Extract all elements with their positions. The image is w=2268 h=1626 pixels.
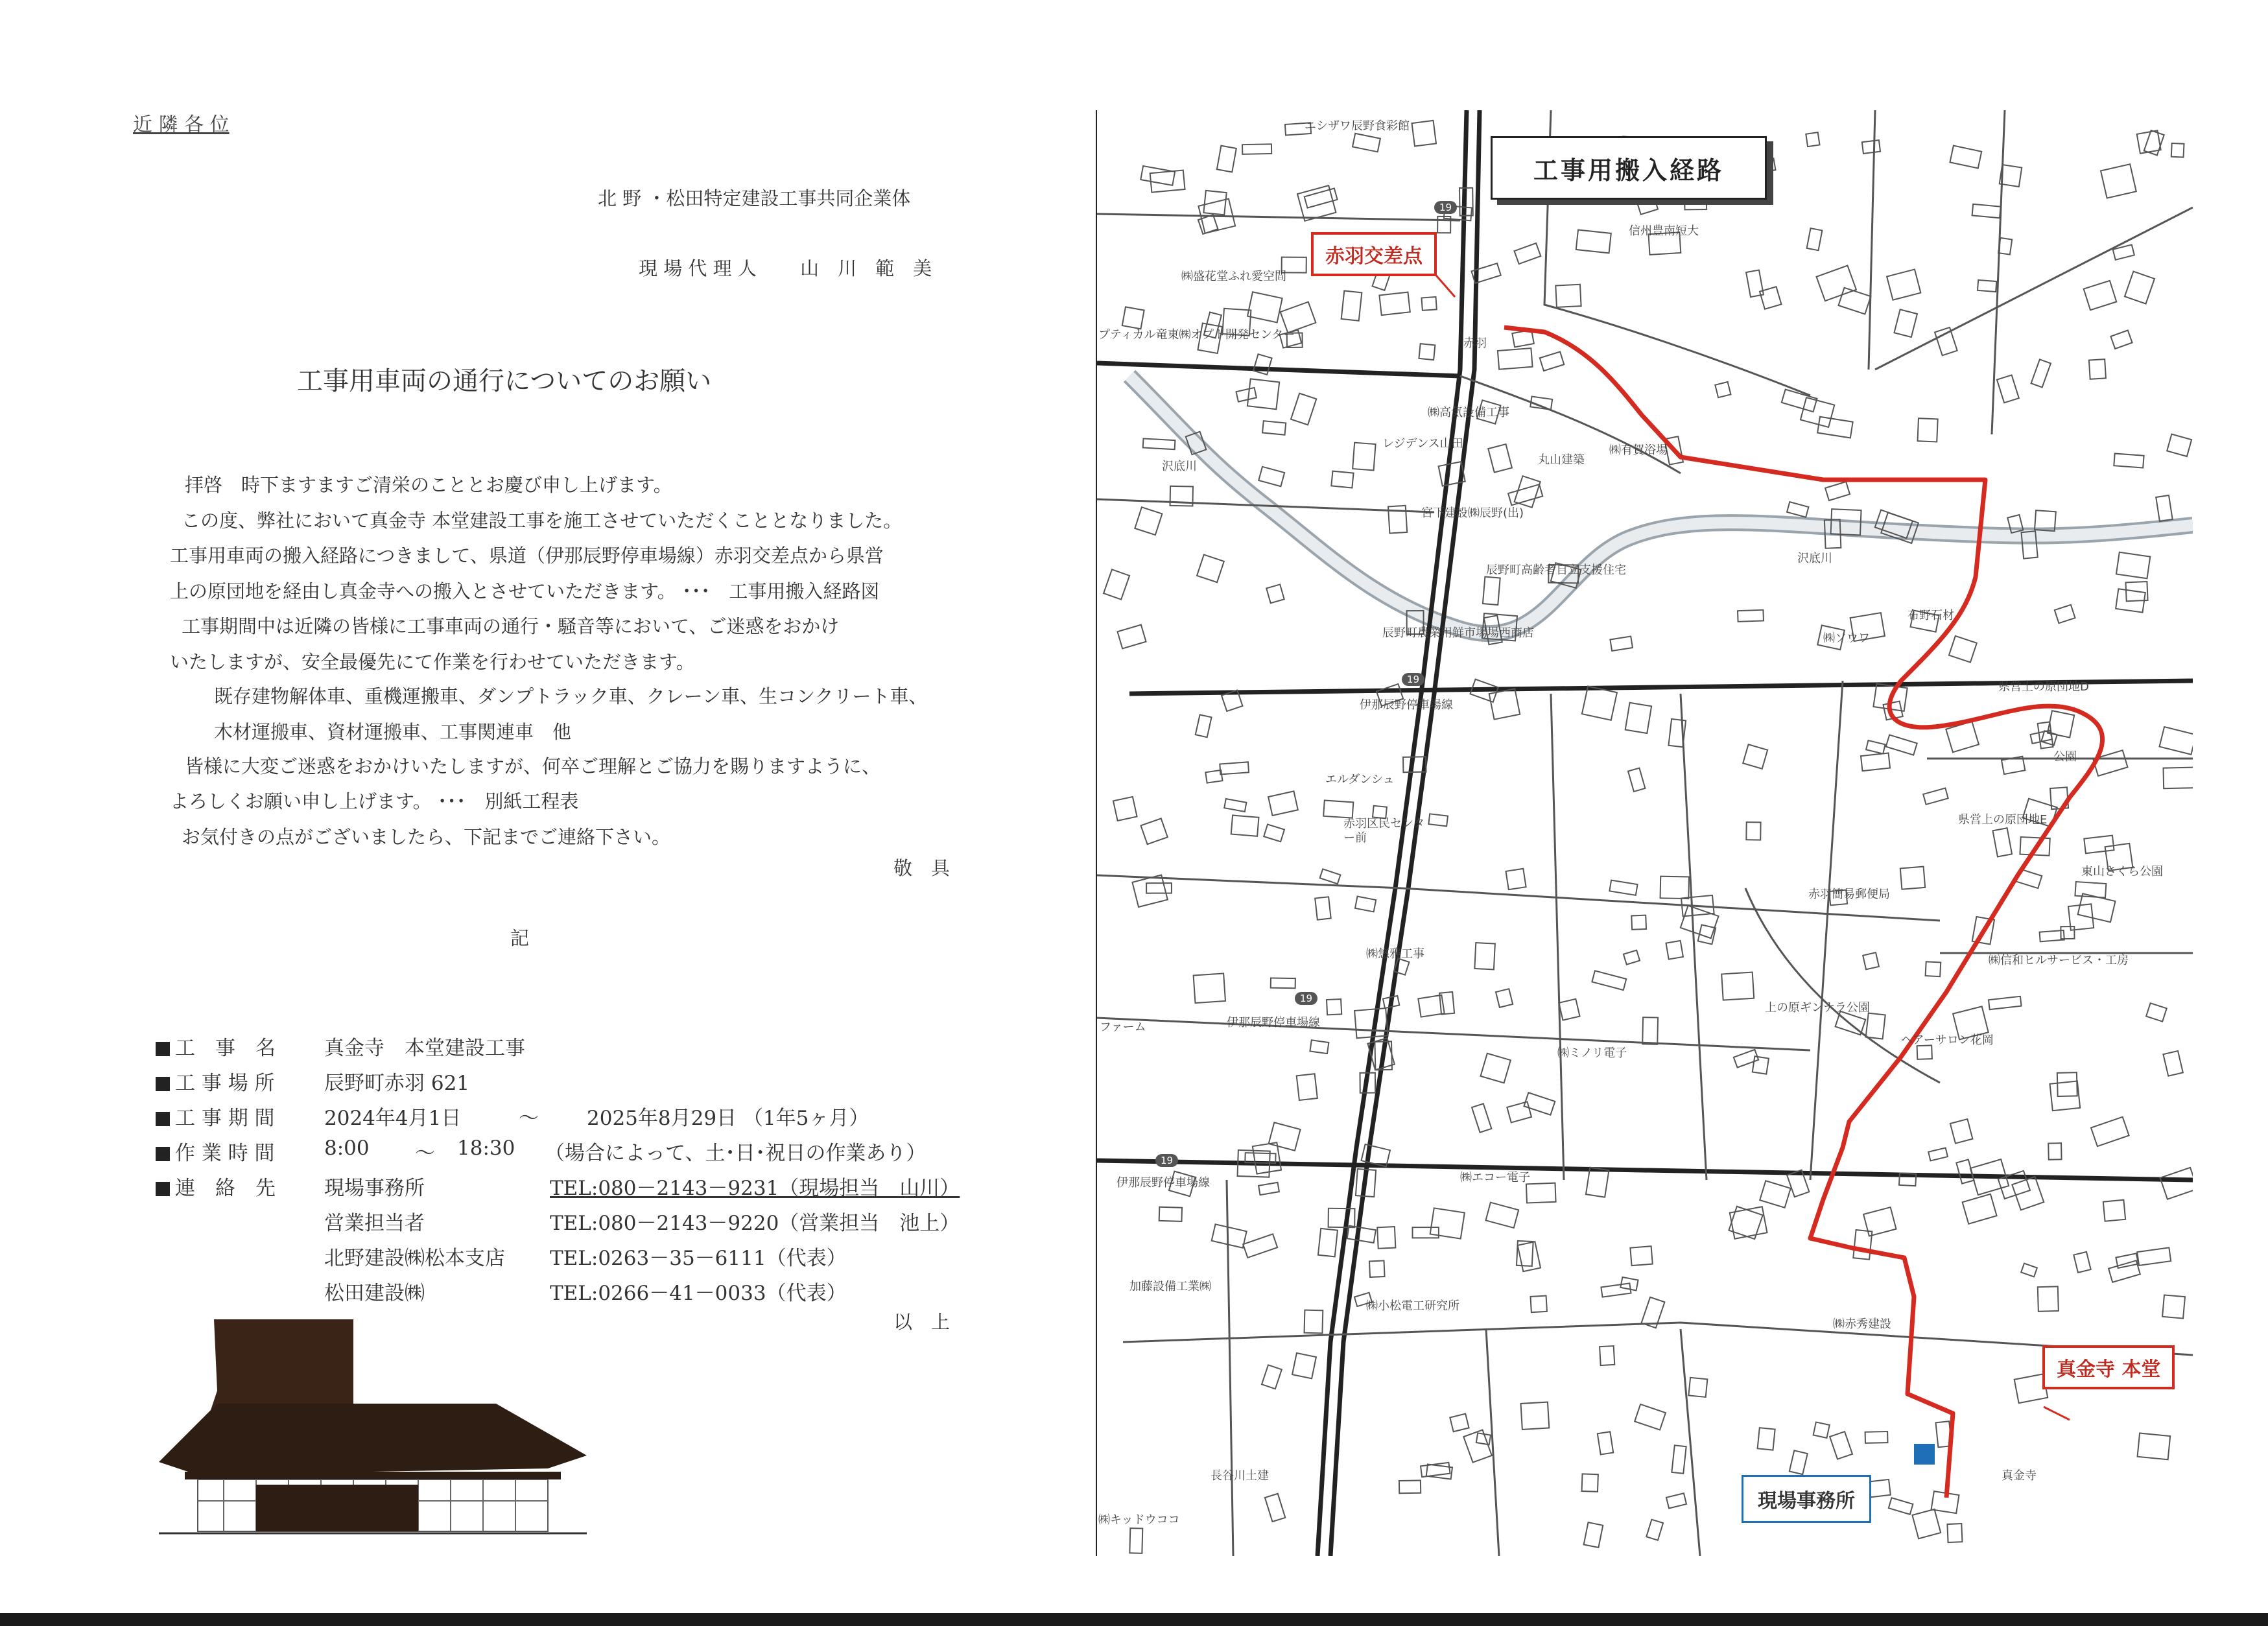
map-label: ㈱信和ヒルサービス・工房 xyxy=(1989,954,2129,967)
route-shield: 19 xyxy=(1295,992,1317,1005)
map-label: ㈱赤秀建設 xyxy=(1833,1317,1891,1331)
map-label: ニシザワ辰野食彩館 xyxy=(1305,119,1410,133)
body-line: 工事期間中は近隣の皆様に工事車両の通行・騒音等において、ご迷惑をおかけ xyxy=(182,615,840,637)
temple-illustration xyxy=(159,1313,587,1546)
map-label: 東山さくら公園 xyxy=(2081,865,2163,878)
contact-label: 連 絡 先 xyxy=(156,1172,276,1201)
map-title: 工事用搬入経路 xyxy=(1491,136,1767,200)
addressee: 近 隣 各 位 xyxy=(133,113,230,136)
project-period-label: 工 事 期 間 xyxy=(156,1102,275,1131)
map-label: ㈱キッドウココ xyxy=(1098,1513,1180,1527)
map-label: 辰野町農業用鮮市場場西商店 xyxy=(1382,626,1534,640)
closing: 敬 具 xyxy=(893,857,951,879)
bullet-square-icon xyxy=(156,1042,170,1056)
map-label: ㈱有賀浴場 xyxy=(1609,443,1668,457)
site-office-marker xyxy=(1914,1444,1935,1465)
contact-tel[interactable]: TEL:0266－41－0033（代表） xyxy=(550,1282,847,1305)
contact-name: 営業担当者 xyxy=(324,1212,425,1235)
callout-site-office: 現場事務所 xyxy=(1742,1475,1871,1523)
project-site-value: 辰野町赤羽 621 xyxy=(324,1072,470,1095)
body-line: 皆様に大変ご迷惑をおかけいたしますが、何卒ご理解とご協力を賜りますように、 xyxy=(185,755,881,777)
route-shield: 19 xyxy=(1402,673,1424,686)
body-line: 拝啓 時下ますますご清栄のこととお慶び申し上げます。 xyxy=(185,474,672,496)
route-shield: 19 xyxy=(1155,1154,1178,1167)
map-label: 伊那辰野停車場線 xyxy=(1227,1016,1320,1030)
map-label: ㈱エコー電子 xyxy=(1460,1171,1530,1184)
hours-start: 8:00 xyxy=(324,1137,370,1160)
route-shield: 19 xyxy=(1434,201,1457,214)
map-label: ㈱ソウワ xyxy=(1823,631,1870,645)
map-label: 宮下建設㈱辰野(出) xyxy=(1421,506,1524,520)
callout-intersection: 赤羽交差点 xyxy=(1311,232,1437,276)
map-label: 真金寺 xyxy=(2002,1469,2037,1483)
bullet-square-icon xyxy=(156,1182,170,1196)
bullet-square-icon xyxy=(156,1147,170,1161)
hours-end: 18:30 xyxy=(457,1137,515,1160)
map-label: レジデンス山田 xyxy=(1382,437,1463,451)
project-name-value: 真金寺 本堂建設工事 xyxy=(324,1037,525,1060)
body-line: 既存建物解体車、重機運搬車、ダンプトラック車、クレーン車、生コンクリート車、 xyxy=(214,685,928,707)
scan-edge xyxy=(0,1613,2268,1626)
bullet-square-icon xyxy=(156,1077,170,1091)
map-label: ファーム xyxy=(1100,1020,1146,1034)
map-label: ㈱小松電工研究所 xyxy=(1366,1299,1459,1313)
body-line: よろしくお願い申し上げます。 ･･･ 別紙工程表 xyxy=(170,790,579,812)
period-end: 2025年8月29日 （1年5ヶ月） xyxy=(587,1107,869,1130)
period-tilde: ～ xyxy=(519,1107,539,1130)
body-line: 工事用車両の搬入経路につきまして、県道（伊那辰野停車場線）赤羽交差点から県営 xyxy=(170,545,884,567)
map-label: 赤羽簡易郵便局 xyxy=(1808,888,1890,901)
work-hours-label: 作 業 時 間 xyxy=(156,1137,275,1166)
end-mark: 以 上 xyxy=(893,1311,951,1333)
route-map xyxy=(1096,110,2193,1556)
map-label: 丸山建築 xyxy=(1538,453,1585,467)
map-label: 公園 xyxy=(2053,750,2077,764)
map-label: 県営上の原団地D xyxy=(1998,680,2089,694)
map-label: プティカル竜東㈱オプト開発センター xyxy=(1098,328,1295,342)
contact-tel[interactable]: TEL:080－2143－9231（現場担当 山川） xyxy=(550,1177,960,1200)
letter-title: 工事用車両の通行についてのお願い xyxy=(297,366,712,396)
contact-tel[interactable]: TEL:080－2143－9220（営業担当 池上） xyxy=(550,1212,960,1235)
hours-note: （場合によって、土･日･祝日の作業あり） xyxy=(545,1142,927,1165)
map-label: 辰野町高齢者自立支援住宅 xyxy=(1486,563,1626,577)
period-start: 2024年4月1日 xyxy=(324,1107,462,1130)
map-label: 信州豊南短大 xyxy=(1629,224,1699,238)
hours-tilde: ～ xyxy=(415,1142,435,1165)
bullet-square-icon xyxy=(156,1112,170,1126)
map-label: 沢底川 xyxy=(1797,552,1832,565)
body-line: 上の原団地を経由し真金寺への搬入とさせていただきます。 ･･･ 工事用搬入経路図 xyxy=(170,580,880,602)
project-site-label: 工 事 場 所 xyxy=(156,1066,275,1096)
project-name-label: 工 事 名 xyxy=(156,1031,276,1061)
map-label: ㈱高気設備工事 xyxy=(1428,406,1509,419)
map-label: 伊那辰野停車場線 xyxy=(1116,1176,1210,1190)
map-label: 加藤設備工業㈱ xyxy=(1129,1280,1211,1293)
contact-name: 松田建設㈱ xyxy=(324,1282,425,1305)
site-representative: 現 場 代 理 人 山 川 範 美 xyxy=(639,257,932,279)
map-label: 沢底川 xyxy=(1162,460,1197,473)
map-label: ㈱盛花堂ふれ愛空間 xyxy=(1181,270,1286,283)
contact-tel[interactable]: TEL:0263－35－6111（代表） xyxy=(550,1247,847,1270)
map-label: ヘアーサロン花岡 xyxy=(1901,1033,1994,1047)
map-label: ㈱悠雅工事 xyxy=(1366,947,1424,961)
body-line: お気付きの点がございましたら、下記までご連絡下さい。 xyxy=(182,826,671,848)
map-label: 赤羽 xyxy=(1463,336,1487,350)
ki-heading: 記 xyxy=(510,927,530,949)
contact-name: 北野建設㈱松本支店 xyxy=(324,1247,505,1270)
map-label: エルダンシュ xyxy=(1325,773,1395,786)
company-name: 北 野 ・松田特定建設工事共同企業体 xyxy=(598,187,911,209)
map-label: ㈱ミノリ電子 xyxy=(1557,1046,1627,1060)
map-label: 長谷川土建 xyxy=(1211,1469,1269,1483)
map-label: 伊那辰野停車場線 xyxy=(1360,698,1453,712)
body-line: この度、弊社において真金寺 本堂建設工事を施工させていただくこととなりました。 xyxy=(182,510,903,532)
map-label: 上の原ギンナラ公園 xyxy=(1765,1001,1870,1015)
map-label: 赤羽区民センター前 xyxy=(1343,817,1425,845)
contact-name: 現場事務所 xyxy=(324,1177,425,1200)
callout-temple: 真金寺 本堂 xyxy=(2042,1345,2175,1389)
map-label: 県営上の原団地E xyxy=(1958,813,2048,827)
body-line: いたしますが、安全最優先にて作業を行わせていただきます。 xyxy=(170,651,695,673)
map-label: 布野石材 xyxy=(1908,609,1954,622)
body-line: 木材運搬車、資材運搬車、工事関連車 他 xyxy=(214,721,572,743)
